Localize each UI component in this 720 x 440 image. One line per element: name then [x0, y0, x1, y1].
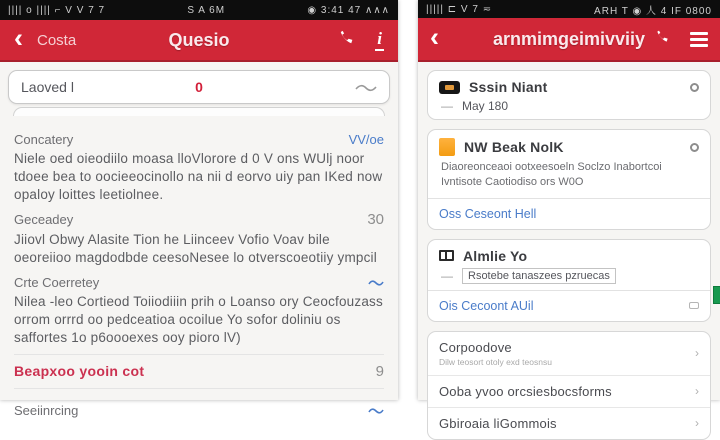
stacked-card-edge	[13, 107, 385, 116]
radio-icon[interactable]	[690, 143, 699, 152]
section-label: Crte Coerretey	[14, 275, 100, 291]
section-body: Jiiovl Obwy Alasite Tion he Liinceev Vofio Voav bile oeoreiioo magdodbde ceesoNesee lo otverscoeotiiy ympcil	[14, 232, 377, 266]
alert-label: Beapxoo yooin cot	[14, 363, 145, 379]
card-title: Sssin Niant	[469, 79, 548, 95]
chevron-right-icon: ›	[695, 416, 699, 431]
account-link-row[interactable]	[428, 290, 710, 321]
view-link[interactable]: VV/oe	[348, 132, 384, 147]
account-link[interactable]: Oss Ceseont Hell	[439, 206, 537, 221]
phone-call-icon[interactable]	[337, 29, 355, 52]
chevron-right-icon: ›	[695, 384, 699, 399]
app-bar	[0, 20, 398, 62]
phone-call-icon[interactable]	[654, 29, 670, 50]
list-item[interactable]	[428, 375, 710, 407]
chevron-right-icon: ›	[695, 346, 699, 361]
battery-clock-icons: ◉ 3:41 47 ∧∧∧	[307, 4, 390, 16]
sim-card-icon	[439, 81, 460, 94]
list-item-subtitle: Dilw teosort otoly exd teosnsu	[439, 356, 552, 367]
section-header	[14, 211, 384, 228]
section-count: 30	[367, 211, 384, 229]
alert-count: 9	[375, 362, 384, 380]
section-header	[14, 132, 384, 147]
list-item[interactable]	[428, 332, 710, 375]
card-title: Almlie Yo	[463, 247, 528, 264]
collapse-count-badge: 0	[195, 79, 203, 95]
card-subtitle-tag: Rsotebe tanaszees pzruecas	[462, 268, 616, 284]
sim-card[interactable]	[427, 70, 711, 120]
section-header	[14, 275, 384, 290]
section-body: Nilea -leo Cortieod Toiiodiiin prih o Loanso ory Ceocfouzass orrom orrrd oo pedceatioa ocoilue Yo sofor doliniu os saffortes 1o p6oooexes ooy pioro lV)	[14, 294, 383, 345]
left-content	[0, 62, 398, 418]
chevron-wave-icon[interactable]	[355, 82, 377, 92]
signal-icons: |||| o |||| ⌐ V V 7 7	[8, 4, 106, 16]
section-label: Concatery	[14, 132, 74, 147]
collapse-bar[interactable]	[8, 70, 390, 104]
status-bar	[0, 0, 398, 20]
bank-card[interactable]	[427, 129, 711, 230]
app-bar	[418, 18, 720, 62]
list-item[interactable]	[428, 407, 710, 439]
section-label: Seeiinrcing	[14, 402, 79, 418]
card-title: NW Beak NolK	[464, 139, 564, 155]
card-subtitle: May 180	[462, 99, 509, 113]
list-item-title: Gbiroaia liGommois	[439, 415, 557, 431]
bank-logo-icon	[439, 138, 455, 156]
grid-icon	[439, 250, 454, 261]
account-link[interactable]: Ois Cecoont AUil	[439, 298, 534, 313]
alert-row[interactable]	[14, 354, 384, 389]
dash-icon: —	[441, 268, 453, 283]
radio-icon[interactable]	[690, 83, 699, 92]
dash-icon: —	[441, 99, 453, 113]
back-label[interactable]: Costa	[37, 31, 77, 49]
account-link-row[interactable]	[428, 198, 710, 229]
right-phone-screen	[418, 0, 720, 431]
battery-clock-icons: ARH T ◉ 人 4 IF 0800	[594, 5, 712, 17]
section-label: Geceadey	[14, 212, 74, 228]
card-description: Diaoreonceaoi ootxeesoeln Soclzo Inabortcoi Ivntisote Caotiodiso ors W0O	[441, 161, 662, 188]
menu-icon[interactable]	[690, 32, 708, 47]
section-body: Niele oed oieodiilo moasa lloVlorore d 0 V ons WUlj noor tdoee bea to oocieeocinollo na nii d eorvo uiy pan IKed now opaloy loittes leetiolnee.	[14, 151, 383, 202]
carrier-text: S A 6M	[187, 4, 226, 16]
list-item-title: Corpoodove	[439, 339, 512, 355]
right-content	[418, 62, 720, 440]
external-icon	[689, 302, 699, 309]
status-bar	[418, 0, 720, 18]
wave-link-icon[interactable]	[368, 406, 384, 415]
green-edge-fragment	[713, 286, 720, 304]
signal-icons: ||||| ⊏ V 7 ≂	[426, 3, 493, 15]
options-list-card	[427, 331, 711, 440]
info-icon[interactable]: i	[375, 29, 384, 51]
back-icon[interactable]: ‹	[14, 22, 23, 53]
back-icon[interactable]: ‹	[430, 21, 439, 52]
page-title: arnmimgeimivviiy	[492, 28, 646, 49]
list-item-title: Ooba yvoo orcsiesbocsforms	[439, 383, 612, 399]
section-header	[14, 403, 384, 418]
wave-link-icon[interactable]	[368, 278, 384, 287]
admin-card[interactable]	[427, 239, 711, 322]
collapse-label: Laoved l	[21, 79, 74, 95]
page-title: Quesio	[168, 29, 230, 50]
